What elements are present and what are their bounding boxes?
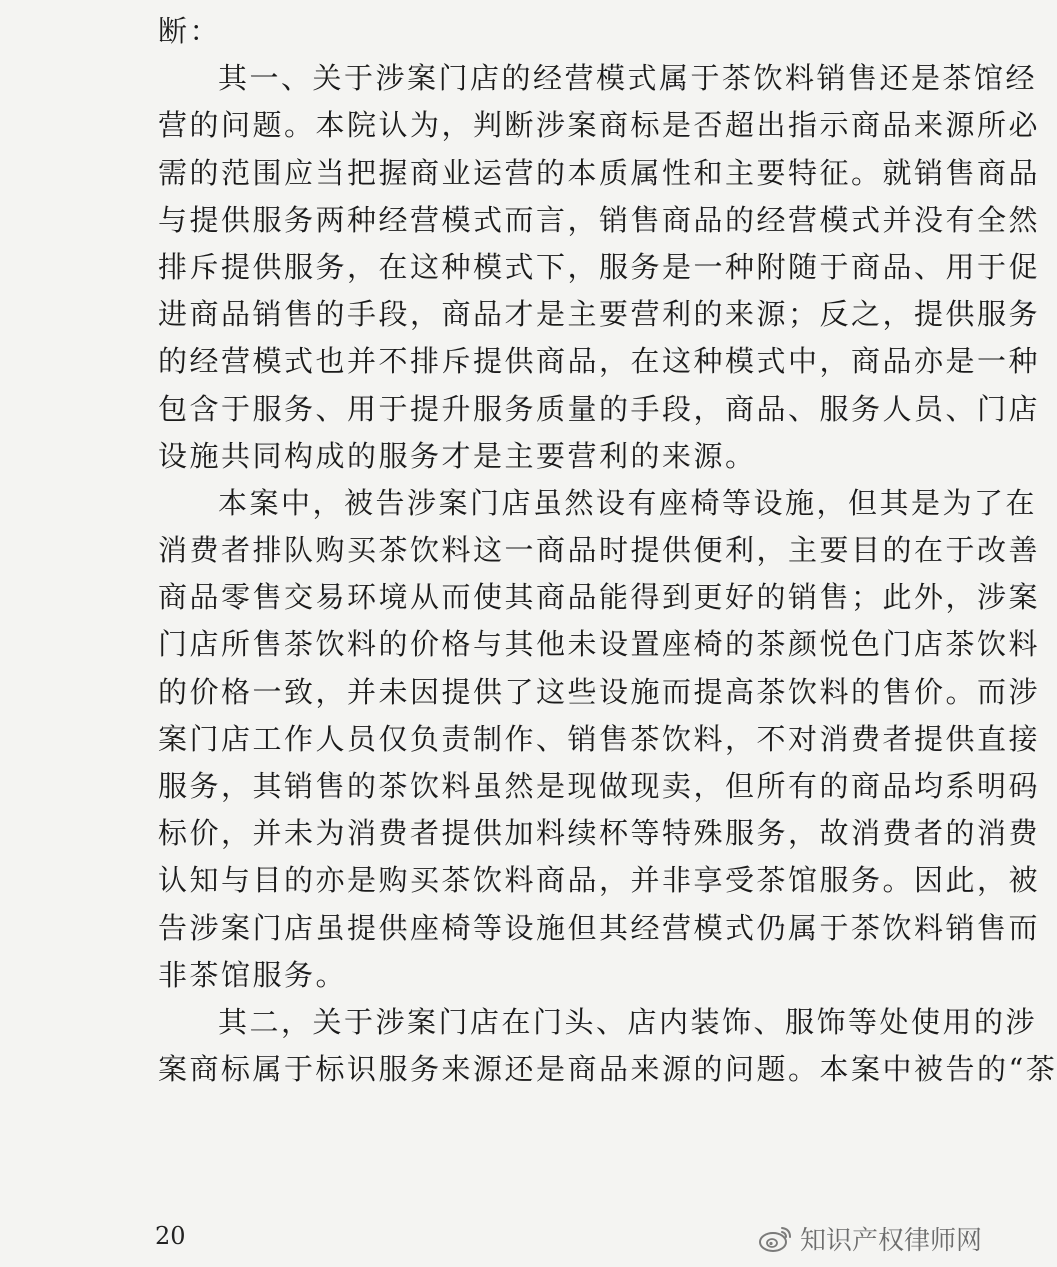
text-line <box>158 8 964 55</box>
text-line <box>158 716 1041 763</box>
text-line-content: 排斥提供服务，在这种模式下，服务是一种附随于商品、用于促 <box>158 249 1041 284</box>
text-line <box>158 55 1038 102</box>
text-line-content: 的价格一致，并未因提供了这些设施而提高茶饮料的售价。而涉 <box>158 674 1041 709</box>
text-line <box>158 763 1041 810</box>
text-line-content: 进商品销售的手段，商品才是主要营利的来源；反之，提供服务 <box>158 297 1041 332</box>
text-line <box>158 480 1038 527</box>
text-line-content: 其二，关于涉案门店在门头、店内装饰、服饰等处使用的涉 <box>218 1004 1038 1039</box>
text-line-content: 设施共同构成的服务才是主要营利的来源。 <box>158 438 757 473</box>
text-line-content: 标价，并未为消费者提供加料续杯等特殊服务，故消费者的消费 <box>158 816 1041 851</box>
text-line-content: 告涉案门店虽提供座椅等设施但其经营模式仍属于茶饮料销售而 <box>158 910 1041 945</box>
text-line <box>158 291 1041 338</box>
watermark <box>758 1218 982 1258</box>
text-line-content: 与提供服务两种经营模式而言，销售商品的经营模式并没有全然 <box>158 202 1041 237</box>
text-line-content: 本案中，被告涉案门店虽然设有座椅等设施，但其是为了在 <box>218 485 1038 520</box>
text-line-content: 断： <box>158 14 222 48</box>
text-line-content: 需的范围应当把握商业运营的本质属性和主要特征。就销售商品 <box>158 155 1041 190</box>
text-line <box>158 1046 1057 1093</box>
text-line <box>158 905 1041 952</box>
text-line-content: 案门店工作人员仅负责制作、销售茶饮料，不对消费者提供直接 <box>158 721 1041 756</box>
text-line <box>158 386 1041 433</box>
text-line <box>158 857 1041 904</box>
text-line-content: 案商标属于标识服务来源还是商品来源的问题。本案中被告的“茶 <box>158 1052 1057 1087</box>
text-line-content: 包含于服务、用于提升服务质量的手段，商品、服务人员、门店 <box>158 391 1041 426</box>
text-line <box>158 527 1041 574</box>
text-line <box>158 150 1041 197</box>
text-line <box>158 244 1041 291</box>
text-line-content: 认知与目的亦是购买茶饮料商品，并非享受茶馆服务。因此，被 <box>158 863 1041 898</box>
text-line <box>158 433 964 480</box>
weibo-icon <box>758 1223 794 1253</box>
text-line-content: 营的问题。本院认为，判断涉案商标是否超出指示商品来源所必 <box>158 108 1041 143</box>
text-line <box>158 952 964 999</box>
watermark-text: 知识产权律师网 <box>800 1225 983 1256</box>
text-line <box>158 338 1041 385</box>
text-line-content: 门店所售茶饮料的价格与其他未设置座椅的茶颜悦色门店茶饮料 <box>158 627 1041 662</box>
text-line-content: 的经营模式也并不排斥提供商品，在这种模式中，商品亦是一种 <box>158 344 1041 379</box>
text-line-content: 服务，其销售的茶饮料虽然是现做现卖，但所有的商品均系明码 <box>158 769 1041 803</box>
text-line <box>158 621 1041 668</box>
text-line-content: 其一、关于涉案门店的经营模式属于茶饮料销售还是茶馆经 <box>218 61 1038 96</box>
text-line-content: 非茶馆服务。 <box>158 957 348 992</box>
text-line <box>158 197 1041 244</box>
document-body <box>158 8 1057 1093</box>
text-line <box>158 810 1041 857</box>
text-line <box>158 999 1038 1046</box>
text-line <box>158 574 1041 621</box>
text-line <box>158 102 1041 149</box>
text-line <box>158 669 1041 716</box>
text-line-content: 商品零售交易环境从而使其商品能得到更好的销售；此外，涉案 <box>158 580 1041 615</box>
text-line-content: 消费者排队购买茶饮料这一商品时提供便利，主要目的在于改善 <box>158 533 1041 568</box>
page-number: 20 <box>155 1222 186 1250</box>
